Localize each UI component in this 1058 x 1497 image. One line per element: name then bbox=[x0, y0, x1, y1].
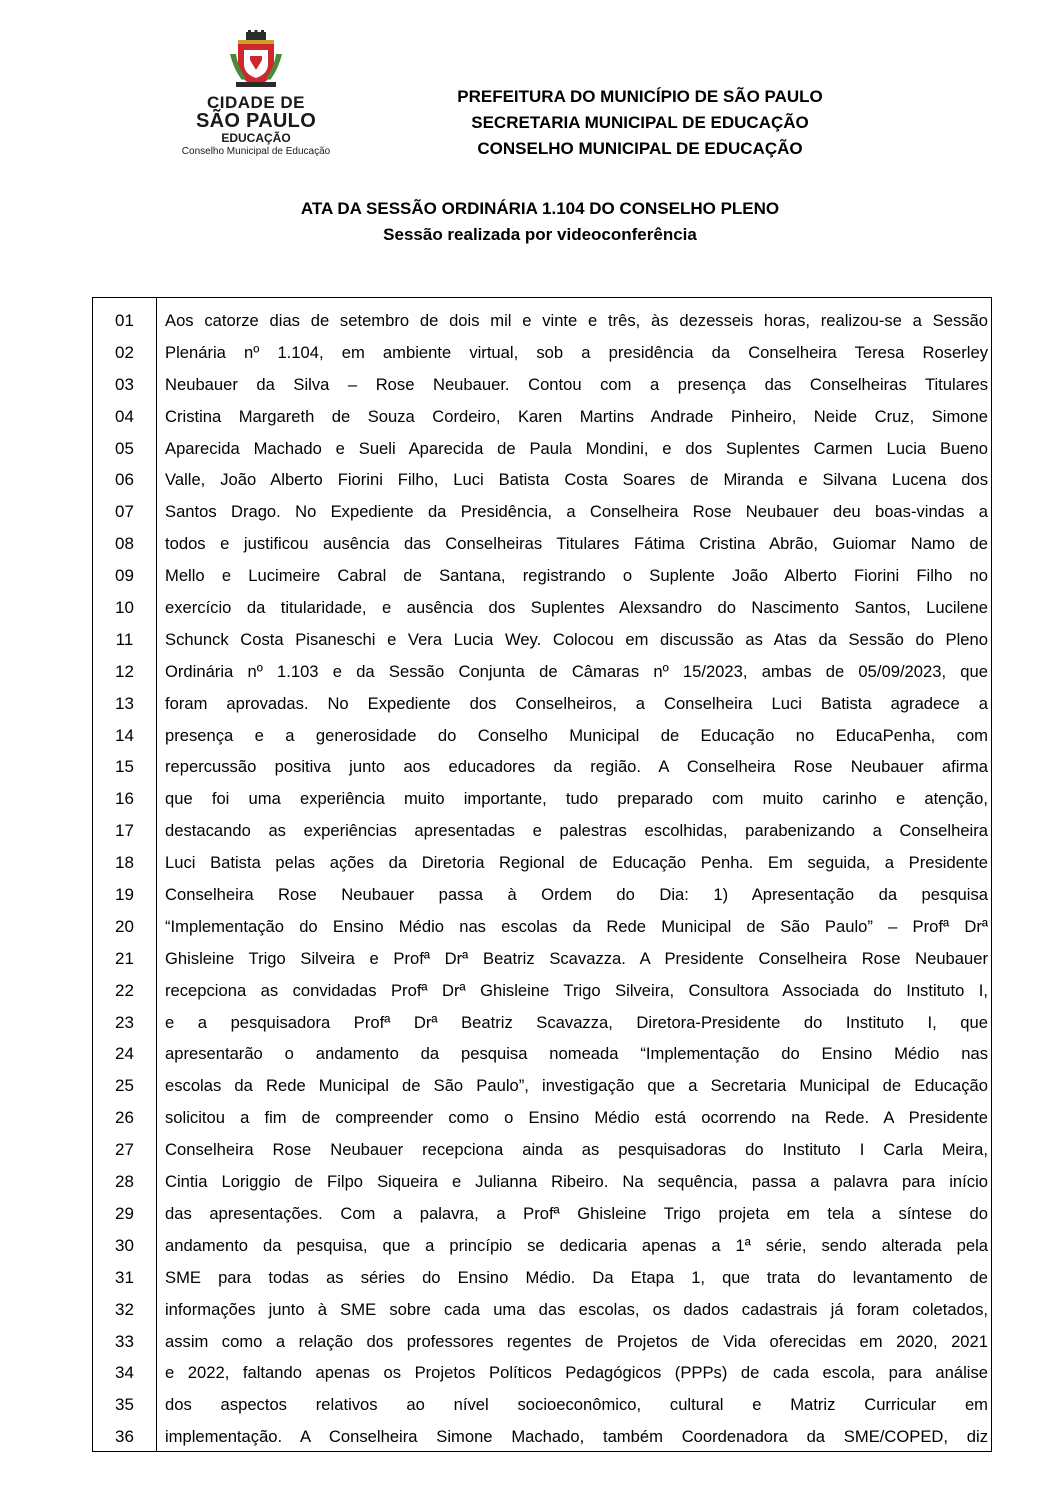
line-number: 10 bbox=[115, 598, 134, 618]
line-number: 27 bbox=[115, 1140, 134, 1160]
org-line: SECRETARIA MUNICIPAL DE EDUCAÇÃO bbox=[471, 113, 809, 132]
minutes-table bbox=[92, 297, 992, 1452]
minutes-line: que foi uma experiência muito importante, tudo preparado com muito carinho e atenção, bbox=[165, 789, 988, 809]
minutes-line: “Implementação do Ensino Médio nas escolas da Rede Municipal de São Paulo” – Profª Drª bbox=[165, 916, 988, 936]
minutes-line: Aos catorze dias de setembro de dois mil e vinte e três, às dezesseis horas, realizou-se a Sessão bbox=[165, 311, 988, 330]
minutes-line: SME para todas as séries do Ensino Médio. Da Etapa 1, que trata do levantamento de bbox=[165, 1267, 988, 1287]
minutes-text-column bbox=[165, 305, 988, 1453]
line-number: 24 bbox=[115, 1044, 134, 1064]
line-number: 31 bbox=[115, 1267, 134, 1287]
minutes-line: foram aprovadas. No Expediente dos Conselheiros, a Conselheira Luci Batista agradece a bbox=[165, 693, 988, 713]
line-number: 17 bbox=[115, 821, 134, 841]
minutes-line: informações junto à SME sobre cada uma das escolas, os dados cadastrais já foram coletados, bbox=[165, 1299, 988, 1319]
line-number: 21 bbox=[115, 948, 134, 968]
document-title: ATA DA SESSÃO ORDINÁRIA 1.104 DO CONSELHO PLENO bbox=[300, 199, 780, 218]
logo-line-1: CIDADE DE bbox=[206, 93, 305, 112]
line-number: 13 bbox=[115, 693, 134, 713]
line-number: 05 bbox=[115, 438, 134, 458]
logo-line-4: Conselho Municipal de Educação bbox=[181, 146, 331, 157]
minutes-line: Schunck Costa Pisaneschi e Vera Lucia Wey. Colocou em discussão as Atas da Sessão do Pleno bbox=[165, 629, 988, 649]
minutes-line: Ordinária nº 1.103 e da Sessão Conjunta de Câmaras nº 15/2023, ambas de 05/09/2023, que bbox=[165, 661, 988, 681]
line-number: 34 bbox=[115, 1363, 134, 1383]
minutes-line: Plenária nº 1.104, em ambiente virtual, sob a presidência da Conselheira Teresa Roserley bbox=[165, 342, 988, 362]
line-number: 26 bbox=[115, 1108, 134, 1128]
line-number: 04 bbox=[115, 406, 134, 426]
minutes-line: escolas da Rede Municipal de São Paulo”, investigação que a Secretaria Municipal de Educação bbox=[165, 1076, 988, 1096]
line-number: 18 bbox=[115, 853, 134, 873]
line-number: 12 bbox=[115, 661, 134, 681]
org-line: PREFEITURA DO MUNICÍPIO DE SÃO PAULO bbox=[457, 87, 823, 106]
minutes-line: Santos Drago. No Expediente da Presidência, a Conselheira Rose Neubauer deu boas-vindas a bbox=[165, 502, 988, 522]
city-logo bbox=[172, 30, 340, 165]
line-number: 09 bbox=[115, 566, 134, 586]
minutes-line: recepciona as convidadas Profª Drª Ghisleine Trigo Silveira, Consultora Associada do Instituto I, bbox=[165, 980, 988, 1000]
line-number: 03 bbox=[115, 374, 134, 394]
minutes-line: Conselheira Rose Neubauer passa à Ordem do Dia: 1) Apresentação da pesquisa bbox=[165, 885, 988, 905]
logo-line-3: EDUCAÇÃO bbox=[221, 131, 291, 145]
minutes-line: das apresentações. Com a palavra, a Profª Ghisleine Trigo projeta em tela a síntese do bbox=[165, 1203, 988, 1223]
minutes-line: e a pesquisadora Profª Drª Beatriz Scavazza, Diretora-Presidente do Instituto I, que bbox=[165, 1012, 988, 1032]
column-divider bbox=[156, 298, 157, 1451]
line-number: 16 bbox=[115, 789, 134, 809]
line-number: 11 bbox=[115, 629, 134, 649]
minutes-line: andamento da pesquisa, que a princípio se dedicaria apenas a 1ª série, sendo alterada pela bbox=[165, 1235, 988, 1255]
line-number: 36 bbox=[115, 1427, 134, 1447]
organization-header bbox=[380, 84, 900, 162]
minutes-line: implementação. A Conselheira Simone Machado, também Coordenadora da SME/COPED, diz bbox=[165, 1427, 988, 1447]
org-line: CONSELHO MUNICIPAL DE EDUCAÇÃO bbox=[477, 139, 803, 158]
line-number: 23 bbox=[115, 1012, 134, 1032]
line-number: 20 bbox=[115, 916, 134, 936]
line-number: 32 bbox=[115, 1299, 134, 1319]
minutes-line: assim como a relação dos professores regentes de Projetos de Vida oferecidas em 2020, 2021 bbox=[165, 1331, 988, 1351]
minutes-line: Cristina Margareth de Souza Cordeiro, Karen Martins Andrade Pinheiro, Neide Cruz, Simone bbox=[165, 406, 988, 426]
line-number: 15 bbox=[115, 757, 134, 777]
minutes-line: e 2022, faltando apenas os Projetos Políticos Pedagógicos (PPPs) de cada escola, para análise bbox=[165, 1363, 988, 1383]
line-number-column bbox=[93, 305, 156, 1453]
line-number: 30 bbox=[115, 1235, 134, 1255]
minutes-line: presença e a generosidade do Conselho Municipal de Educação no EducaPenha, com bbox=[165, 725, 988, 745]
minutes-line: Ghisleine Trigo Silveira e Profª Drª Beatriz Scavazza. A Presidente Conselheira Rose Neubauer bbox=[165, 948, 988, 968]
minutes-line: Cintia Loriggio de Filpo Siqueira e Julianna Ribeiro. Na sequência, passa a palavra para início bbox=[165, 1172, 988, 1192]
line-number: 22 bbox=[115, 980, 134, 1000]
minutes-line: solicitou a fim de compreender como o Ensino Médio está ocorrendo na Rede. A Presidente bbox=[165, 1108, 988, 1128]
line-number: 29 bbox=[115, 1203, 134, 1223]
minutes-line: Neubauer da Silva – Rose Neubauer. Contou com a presença das Conselheiras Titulares bbox=[165, 374, 988, 394]
line-number: 19 bbox=[115, 885, 134, 905]
minutes-line: Aparecida Machado e Sueli Aparecida de Paula Mondini, e dos Suplentes Carmen Lucia Bueno bbox=[165, 438, 988, 458]
minutes-line: Mello e Lucimeire Cabral de Santana, registrando o Suplente João Alberto Fiorini Filho no bbox=[165, 566, 988, 586]
document-title-block bbox=[230, 196, 850, 248]
minutes-line: exercício da titularidade, e ausência dos Suplentes Alexsandro do Nascimento Santos, Lucilene bbox=[165, 598, 988, 618]
minutes-line: destacando as experiências apresentadas e palestras escolhidas, parabenizando a Conselheira bbox=[165, 821, 988, 841]
line-number: 33 bbox=[115, 1331, 134, 1351]
minutes-line: Luci Batista pelas ações da Diretoria Regional de Educação Penha. Em seguida, a Presidente bbox=[165, 853, 988, 873]
document-subtitle: Sessão realizada por videoconferência bbox=[383, 225, 697, 244]
minutes-line: dos aspectos relativos ao nível socioeconômico, cultural e Matriz Curricular em bbox=[165, 1395, 988, 1415]
line-number: 02 bbox=[115, 342, 134, 362]
line-number: 01 bbox=[115, 311, 134, 330]
line-number: 07 bbox=[115, 502, 134, 522]
line-number: 28 bbox=[115, 1172, 134, 1192]
minutes-line: Valle, João Alberto Fiorini Filho, Luci Batista Costa Soares de Miranda e Silvana Lucena dos bbox=[165, 470, 988, 490]
coat-of-arms-icon bbox=[228, 30, 284, 90]
minutes-line: apresentarão o andamento da pesquisa nomeada “Implementação do Ensino Médio nas bbox=[165, 1044, 988, 1064]
line-number: 06 bbox=[115, 470, 134, 490]
minutes-line: todos e justificou ausência das Conselheiras Titulares Fátima Cristina Abrão, Guiomar Namo de bbox=[165, 534, 988, 554]
line-number: 08 bbox=[115, 534, 134, 554]
minutes-line: Conselheira Rose Neubauer recepciona ainda as pesquisadoras do Instituto I Carla Meira, bbox=[165, 1140, 988, 1160]
line-number: 35 bbox=[115, 1395, 134, 1415]
line-number: 14 bbox=[115, 725, 134, 745]
logo-line-2: SÃO PAULO bbox=[195, 110, 317, 132]
minutes-line: repercussão positiva junto aos educadores da região. A Conselheira Rose Neubauer afirma bbox=[165, 757, 988, 777]
line-number: 25 bbox=[115, 1076, 134, 1096]
